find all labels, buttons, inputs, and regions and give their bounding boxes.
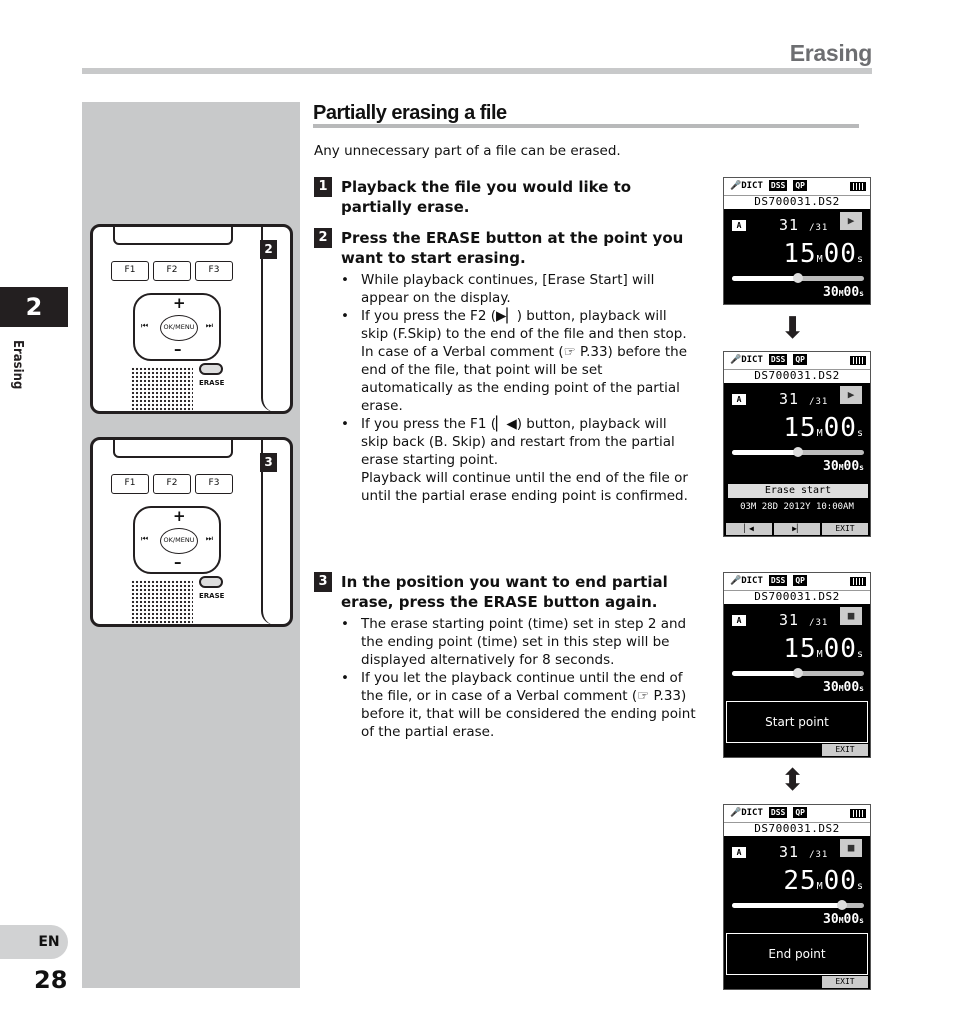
play-icon: ▶: [840, 212, 862, 230]
progress-fill: [732, 450, 798, 455]
rewind-icon: ⏮: [141, 321, 149, 330]
qp-badge: QP: [795, 808, 805, 817]
stop-icon: ■: [840, 839, 862, 857]
dss-badge: DSS: [770, 808, 786, 817]
lcd-softkeys: [724, 522, 870, 536]
lcd-filename: DS700031.DS2: [724, 590, 870, 604]
lcd-progress-bar: [732, 276, 864, 281]
device-screen: [113, 224, 233, 245]
rewind-icon: ⏮: [141, 534, 149, 543]
f3-key: F3: [195, 261, 233, 281]
softkey-2: EXIT: [822, 976, 868, 988]
step-3-bullets: [341, 615, 696, 741]
lcd-elapsed-time: 15M00s: [783, 634, 864, 664]
lcd-filename: DS700031.DS2: [724, 369, 870, 383]
list-item: Playback will continue until the end of the file or until the partial erase ending point is confirmed.: [361, 470, 688, 504]
erase-key: [199, 576, 223, 588]
dict-label: DICT: [741, 181, 763, 191]
softkey-1: ▶▏: [774, 523, 820, 535]
mic-icon: 🎤: [730, 808, 742, 818]
navigation-pad: [133, 506, 221, 574]
folder-icon: A: [732, 220, 746, 231]
lcd-elapsed-time: 25M00s: [783, 866, 864, 896]
dict-label: DICT: [741, 808, 763, 818]
chapter-label: Erasing: [10, 340, 25, 390]
lcd-screen-start-point: [723, 572, 871, 758]
step-number-2: 2: [314, 228, 332, 248]
step-heading-1: Playback the file you would like to partially erase.: [341, 178, 632, 216]
illustration-badge-3: 3: [260, 453, 277, 472]
lcd-date-time: 03M 28D 2012Y 10:00AM: [740, 502, 854, 512]
lcd-total-time: 30M00s: [823, 912, 864, 927]
lcd-status-bar: [724, 573, 870, 590]
qp-badge: QP: [795, 576, 805, 585]
fast-forward-icon: ⏭: [205, 534, 213, 543]
fast-forward-icon: ⏭: [205, 321, 213, 330]
lcd-screen-end-point: [723, 804, 871, 990]
step-heading-2: Press the ERASE button at the point you want to start erasing.: [341, 229, 684, 267]
navigation-pad: [133, 293, 221, 361]
lcd-progress-bar: [732, 903, 864, 908]
illustration-badge-2: 2: [260, 240, 277, 259]
lcd-softkeys: [724, 975, 870, 989]
softkey-2: EXIT: [822, 523, 868, 535]
softkey-0: [726, 976, 772, 988]
progress-knob: [837, 900, 847, 910]
softkey-0: [726, 744, 772, 756]
lcd-softkeys: [724, 743, 870, 757]
dict-label: DICT: [741, 355, 763, 365]
dss-badge: DSS: [770, 355, 786, 364]
qp-badge: QP: [795, 181, 805, 190]
lcd-status-bar: [724, 178, 870, 195]
erase-key: [199, 363, 223, 375]
f2-key: F2: [153, 474, 191, 494]
speaker-grille: [131, 367, 193, 414]
f1-key: F1: [111, 261, 149, 281]
lcd-file-count: 31 /31: [779, 216, 829, 234]
lcd-screen-erase-start: [723, 351, 871, 537]
section-rule: [313, 124, 859, 128]
lcd-erase-start-strip: Erase start: [728, 484, 868, 498]
plus-icon: +: [173, 294, 186, 312]
stop-icon: ■: [840, 607, 862, 625]
battery-icon: [850, 356, 866, 365]
arrow-up-down-icon: ⬍: [780, 763, 806, 798]
dict-label: DICT: [741, 576, 763, 586]
header-title: Erasing: [789, 40, 872, 66]
mic-icon: 🎤: [730, 576, 742, 586]
minus-icon: –: [174, 553, 182, 571]
header-rule: [82, 68, 872, 74]
step-heading-3: In the position you want to end partial erase, press the ERASE button again.: [341, 573, 668, 611]
minus-icon: –: [174, 340, 182, 358]
progress-fill: [732, 903, 842, 908]
f-key-row: [111, 474, 243, 494]
list-item: • The erase starting point (time) set in step 2 and the ending point (time) set in this step will be displayed alternatively for 8 seconds.: [341, 615, 696, 669]
mic-icon: 🎤: [730, 355, 742, 365]
arrow-down-icon: ⬇: [780, 311, 806, 346]
lcd-status-bar: [724, 352, 870, 369]
lcd-message-box: End point: [726, 933, 868, 975]
list-item: • If you let the playback continue until the end of the file, or in case of a Verbal comment (☞ P.33) before it, that will be considered the ending point of the partial erase.: [341, 669, 696, 741]
f1-key: F1: [111, 474, 149, 494]
dss-badge: DSS: [770, 181, 786, 190]
lcd-status-bar: [724, 805, 870, 822]
chapter-tab: 2: [0, 287, 68, 327]
step-number-3: 3: [314, 572, 332, 592]
folder-icon: A: [732, 394, 746, 405]
list-item: • While playback continues, [Erase Start] will appear on the display.: [341, 271, 696, 307]
lcd-screen-playback: [723, 177, 871, 305]
lcd-message-box: Start point: [726, 701, 868, 743]
section-title: Partially erasing a file: [313, 102, 507, 124]
progress-knob: [793, 668, 803, 678]
f3-key: F3: [195, 474, 233, 494]
lcd-total-time: 30M00s: [823, 285, 864, 300]
battery-icon: [850, 809, 866, 818]
lcd-file-count: 31 /31: [779, 390, 829, 408]
page-number: 28: [34, 966, 68, 994]
folder-icon: A: [732, 615, 746, 626]
battery-icon: [850, 182, 866, 191]
erase-key-label: ERASE: [199, 592, 225, 600]
dss-badge: DSS: [770, 576, 786, 585]
battery-icon: [850, 577, 866, 586]
lcd-filename: DS700031.DS2: [724, 822, 870, 836]
f-key-row: [111, 261, 243, 281]
lcd-total-time: 30M00s: [823, 459, 864, 474]
lcd-filename: DS700031.DS2: [724, 195, 870, 209]
f2-key: F2: [153, 261, 191, 281]
ok-menu-key: OK/MENU: [160, 315, 198, 341]
ok-menu-key: OK/MENU: [160, 528, 198, 554]
folder-icon: A: [732, 847, 746, 858]
softkey-2: EXIT: [822, 744, 868, 756]
erase-key-label: ERASE: [199, 379, 225, 387]
device-screen: [113, 437, 233, 458]
list-item: • If you press the F1 (▏◀) button, playback will skip back (B. Skip) and restart from the partial erase starting point.: [341, 415, 696, 469]
speaker-grille: [131, 580, 193, 627]
qp-badge: QP: [795, 355, 805, 364]
lcd-file-count: 31 /31: [779, 843, 829, 861]
plus-icon: +: [173, 507, 186, 525]
step-number-1: 1: [314, 177, 332, 197]
softkey-1: [774, 976, 820, 988]
progress-fill: [732, 671, 798, 676]
list-item: • If you press the F2 (▶▏) button, playback will skip (F.Skip) to the end of the file and then stop. In case of a Verbal comment (☞ P.33) before the end of the file, that point will be set automatically as the ending point of the partial erase.: [341, 307, 696, 415]
softkey-1: [774, 744, 820, 756]
play-icon: ▶: [840, 386, 862, 404]
lcd-total-time: 30M00s: [823, 680, 864, 695]
language-tab: EN: [0, 925, 68, 959]
progress-fill: [732, 276, 798, 281]
lcd-elapsed-time: 15M00s: [783, 239, 864, 269]
step-2-bullets: [341, 271, 696, 505]
progress-knob: [793, 273, 803, 283]
lcd-elapsed-time: 15M00s: [783, 413, 864, 443]
softkey-0: ▏◀: [726, 523, 772, 535]
progress-knob: [793, 447, 803, 457]
mic-icon: 🎤: [730, 181, 742, 191]
intro-text: Any unnecessary part of a file can be erased.: [314, 143, 621, 159]
lcd-progress-bar: [732, 671, 864, 676]
lcd-file-count: 31 /31: [779, 611, 829, 629]
lcd-progress-bar: [732, 450, 864, 455]
